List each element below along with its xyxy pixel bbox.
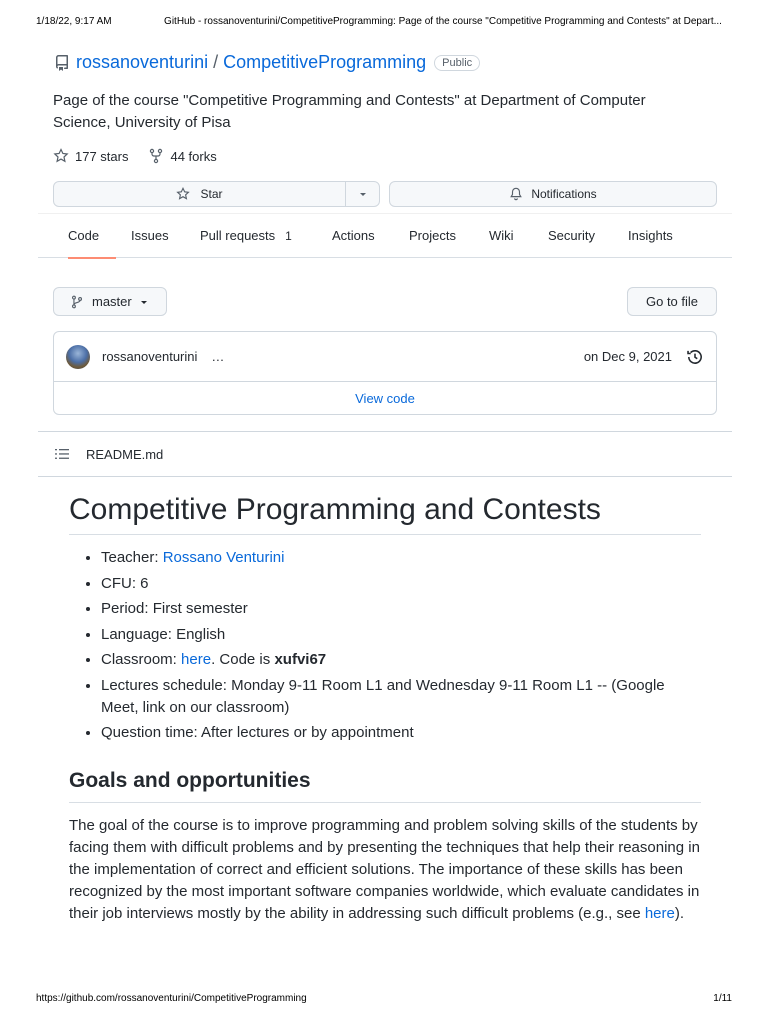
visibility-badge: Public	[434, 55, 480, 71]
classroom-link[interactable]: here	[181, 651, 212, 668]
triangle-down-icon	[139, 297, 149, 307]
teacher-link[interactable]: Rossano Venturini	[162, 549, 285, 566]
repo-nav-tabs	[38, 213, 732, 258]
star-icon	[53, 148, 69, 164]
go-to-file-button[interactable]: Go to file	[627, 287, 717, 316]
latest-commit-row	[54, 332, 716, 382]
fork-icon	[148, 148, 164, 164]
star-icon	[176, 187, 190, 201]
view-code-link[interactable]: View code	[355, 391, 415, 406]
stars-count: 177 stars	[75, 148, 129, 164]
tab-pull-requests[interactable]	[200, 214, 292, 259]
list-unordered-icon[interactable]	[54, 446, 70, 462]
goals-here-link[interactable]: here	[644, 905, 675, 922]
tab-code-label: Code	[68, 228, 100, 243]
repo-description: Page of the course "Competitive Programming and Contests" at Department of Computer Science, University of Pisa	[53, 92, 646, 131]
goals-heading: Goals and opportunities	[69, 766, 701, 803]
tab-actions[interactable]	[332, 214, 375, 259]
print-date: 1/18/22, 9:17 AM	[36, 16, 112, 27]
goals-text: The goal of the course is to improve programming and problem solving skills of the students by facing them with difficult problems and by presenting the techniques that help their reasoning in the implementation of correct and efficient solutions. The importance of these skills has been recognized by the most important software companies worldwide, which evaluate candidates in their job interviews mostly by the ability in addressing such difficult problems (e.g., see	[69, 817, 700, 922]
classroom-code: xufvi67	[274, 651, 327, 668]
print-url: https://github.com/rossanoventurini/CompetitiveProgramming	[36, 993, 307, 1004]
classroom-mid: . Code is	[211, 651, 275, 668]
tab-issues-label: Issues	[131, 228, 169, 243]
history-icon[interactable]	[686, 348, 704, 366]
star-list-dropdown[interactable]	[345, 182, 379, 206]
classroom-label: Classroom:	[101, 651, 182, 668]
tab-projects[interactable]	[409, 214, 456, 259]
tab-wiki[interactable]	[489, 214, 514, 259]
list-item-cfu: • CFU: 6	[101, 573, 701, 595]
repo-actions	[53, 181, 717, 207]
tab-pull-requests-label: Pull requests	[200, 228, 276, 243]
repo-slash: /	[213, 52, 219, 72]
git-branch-icon	[70, 295, 84, 309]
list-item-question-time: • Question time: After lectures or by appointment	[101, 722, 701, 744]
print-title: GitHub - rossanoventurini/CompetitiveProgramming: Page of the course "Competitive Programming and Contests" at Depart...	[164, 16, 722, 27]
notifications-label: Notifications	[531, 187, 597, 201]
repo-owner-link[interactable]: rossanoventurini	[76, 52, 209, 72]
readme-filename: README.md	[86, 446, 164, 462]
star-button-group	[53, 181, 380, 207]
star-button[interactable]	[54, 182, 345, 206]
tab-security[interactable]	[548, 214, 595, 259]
goals-paragraph	[69, 815, 701, 925]
print-header	[36, 16, 732, 27]
tab-wiki-label: Wiki	[489, 228, 514, 243]
latest-commit-box	[53, 331, 717, 415]
tab-insights-label: Insights	[628, 228, 673, 243]
forks-link[interactable]	[148, 148, 216, 164]
list-item-language: • Language: English	[101, 624, 701, 646]
star-label: Star	[200, 187, 223, 201]
tab-actions-label: Actions	[332, 228, 375, 243]
bell-icon	[509, 187, 523, 201]
stars-link[interactable]	[53, 148, 128, 164]
avatar[interactable]	[66, 345, 90, 369]
commit-expand-ellipsis[interactable]: …	[211, 349, 225, 364]
branch-name: master	[92, 294, 132, 309]
list-item-classroom	[101, 649, 701, 671]
commit-date: on Dec 9, 2021	[583, 349, 672, 364]
list-item-period: • Period: First semester	[101, 598, 701, 620]
teacher-label: Teacher:	[101, 549, 163, 566]
tab-security-label: Security	[548, 228, 595, 243]
print-page-number: 1/11	[713, 993, 732, 1004]
readme-content	[69, 490, 701, 925]
tab-code[interactable]	[68, 214, 116, 259]
readme-title: Competitive Programming and Contests	[69, 490, 701, 535]
list-item-teacher	[101, 547, 701, 569]
forks-count: 44 forks	[170, 148, 217, 164]
goals-end: ).	[674, 905, 685, 922]
tab-issues[interactable]	[131, 214, 169, 259]
repo-header	[54, 52, 480, 73]
repo-name-link[interactable]: CompetitiveProgramming	[223, 52, 427, 72]
repo-icon	[54, 55, 70, 71]
repo-stats	[53, 148, 237, 164]
branch-select-button[interactable]	[53, 287, 167, 316]
print-footer	[36, 993, 732, 1004]
triangle-down-icon	[358, 189, 368, 199]
tab-insights[interactable]	[628, 214, 673, 259]
pull-requests-count: 1	[285, 229, 292, 243]
tab-projects-label: Projects	[409, 228, 456, 243]
readme-header	[38, 431, 732, 477]
course-info-list	[101, 547, 701, 744]
list-item-lectures: • Lectures schedule: Monday 9-11 Room L1 and Wednesday 9-11 Room L1 -- (Google Meet, link on our classroom)	[101, 675, 701, 719]
commit-author-link[interactable]: rossanoventurini	[102, 349, 198, 364]
notifications-button[interactable]	[389, 181, 717, 207]
